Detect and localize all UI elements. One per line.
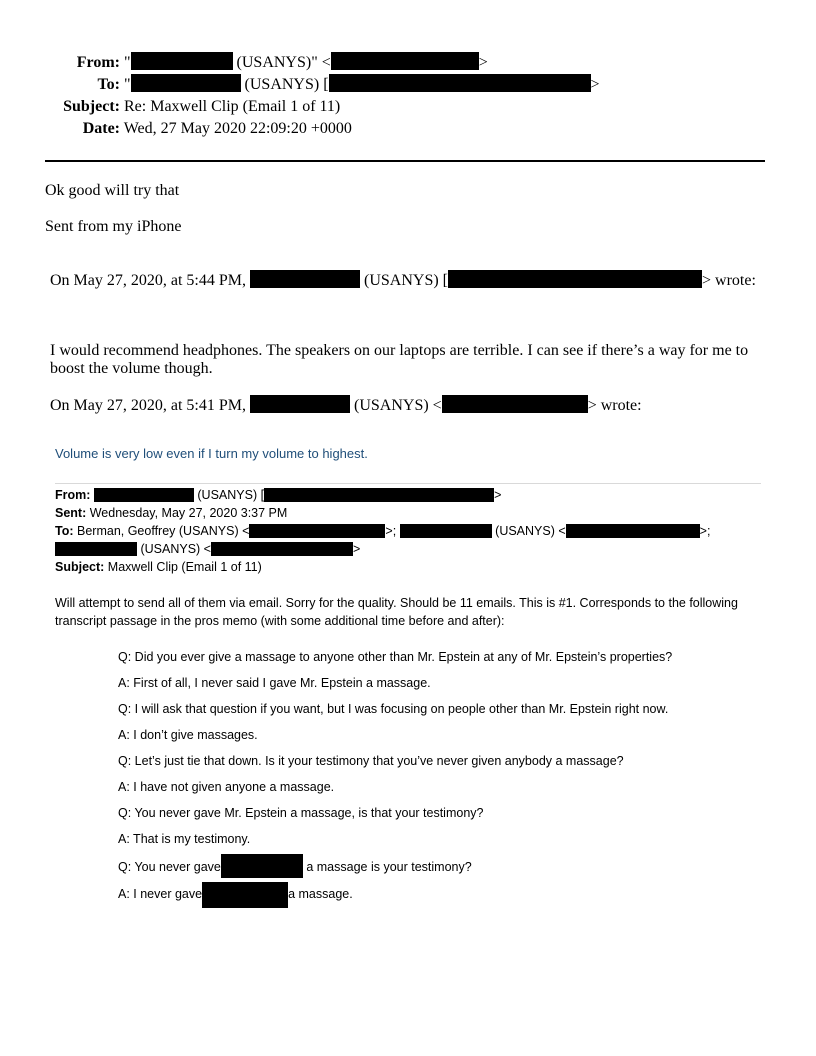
fwd-from bbox=[55, 486, 501, 504]
redaction-bar bbox=[211, 542, 353, 556]
transcript-a-tail: a massage. bbox=[288, 887, 353, 901]
fwd-to-bracket: > bbox=[353, 542, 361, 556]
redaction-bar bbox=[331, 52, 479, 70]
fwd-from-bracket: > bbox=[494, 488, 502, 502]
quote2-body: Volume is very low even if I turn my volume to highest. bbox=[55, 446, 368, 461]
fwd-subject bbox=[55, 558, 262, 576]
fwd-paragraph: Will attempt to send all of them via email. Sorry for the quality. Should be 11 emails. This is #1. Corresponds to the following transcript passage in the pros memo (with some additional time before and after): bbox=[55, 596, 738, 628]
redaction-bar bbox=[221, 854, 303, 878]
to-label: To: bbox=[97, 76, 120, 93]
redaction-bar bbox=[249, 524, 385, 538]
fwd-to-recipient: Berman, Geoffrey (USANYS) < bbox=[77, 524, 250, 538]
quote1-date: On May 27, 2020, at 5:44 PM, bbox=[50, 272, 246, 289]
redaction-bar bbox=[94, 488, 194, 502]
fwd-subject-label: Subject: bbox=[55, 560, 105, 574]
to-org: (USANYS) [ bbox=[240, 76, 329, 93]
header-to bbox=[62, 74, 600, 96]
transcript-line: A: That is my testimony. bbox=[118, 832, 251, 846]
transcript-line-redacted-q bbox=[118, 854, 472, 878]
redaction-bar bbox=[400, 524, 492, 538]
fwd-to bbox=[55, 522, 710, 540]
date-label: Date: bbox=[82, 120, 120, 137]
fwd-to-org2: (USANYS) < bbox=[140, 542, 211, 556]
from-quote: " bbox=[124, 54, 131, 71]
redaction-bar bbox=[202, 882, 288, 908]
fwd-from-org: (USANYS) [ bbox=[197, 488, 265, 502]
redaction-bar bbox=[264, 488, 494, 502]
transcript-line: Q: You never gave Mr. Epstein a massage, is that your testimony? bbox=[118, 806, 484, 820]
transcript-line: A: I have not given anyone a massage. bbox=[118, 780, 335, 794]
transcript-q-text: Q: You never gave bbox=[118, 860, 221, 874]
to-bracket: > bbox=[590, 76, 600, 93]
from-org: (USANYS)" < bbox=[232, 54, 331, 71]
from-bracket: > bbox=[478, 54, 488, 71]
transcript-q-tail: a massage is your testimony? bbox=[302, 860, 472, 874]
fwd-sent bbox=[55, 504, 287, 522]
redaction-bar bbox=[448, 270, 702, 288]
subject-value: Re: Maxwell Clip (Email 1 of 11) bbox=[124, 98, 341, 115]
fwd-to-sep2: >; bbox=[699, 524, 711, 538]
from-label: From: bbox=[76, 54, 120, 71]
fwd-to-sep: >; bbox=[385, 524, 397, 538]
transcript-a-text: A: I never gave bbox=[118, 887, 203, 901]
quote1-wrote: > wrote: bbox=[702, 272, 756, 289]
fwd-sent-label: Sent: bbox=[55, 506, 87, 520]
quote2-wrote: > wrote: bbox=[587, 397, 642, 414]
subject-label: Subject: bbox=[63, 98, 120, 115]
header-date bbox=[62, 118, 352, 140]
header-divider bbox=[45, 160, 765, 162]
forward-divider bbox=[55, 483, 761, 484]
redaction-bar bbox=[131, 52, 233, 70]
fwd-subject-value: Maxwell Clip (Email 1 of 11) bbox=[107, 560, 262, 574]
quote2-intro bbox=[50, 395, 642, 415]
signature-line: Sent from my iPhone bbox=[45, 218, 182, 235]
quote1-intro bbox=[50, 270, 756, 290]
fwd-to-org: (USANYS) < bbox=[495, 524, 566, 538]
fwd-to-label: To: bbox=[55, 524, 74, 538]
header-subject bbox=[62, 96, 340, 118]
redaction-bar bbox=[250, 395, 350, 413]
redaction-bar bbox=[329, 74, 591, 92]
transcript-line: Q: I will ask that question if you want, but I was focusing on people other than Mr. Epstein right now. bbox=[118, 702, 669, 716]
quote1-body: I would recommend headphones. The speakers on our laptops are terrible. I can see if there’s a way for me to boost the volume though. bbox=[50, 342, 749, 377]
date-value: Wed, 27 May 2020 22:09:20 +0000 bbox=[123, 120, 352, 137]
redaction-bar bbox=[131, 74, 241, 92]
redaction-bar bbox=[442, 395, 588, 413]
fwd-from-label: From: bbox=[55, 488, 91, 502]
quote1-org: (USANYS) [ bbox=[364, 272, 448, 289]
reply-line: Ok good will try that bbox=[45, 182, 180, 199]
redaction-bar bbox=[55, 542, 137, 556]
header-from bbox=[62, 52, 488, 74]
to-quote: " bbox=[124, 76, 131, 93]
fwd-to-cont bbox=[55, 540, 360, 558]
transcript-line: A: First of all, I never said I gave Mr. Epstein a massage. bbox=[118, 676, 431, 690]
quote2-date: On May 27, 2020, at 5:41 PM, bbox=[50, 397, 246, 414]
transcript-line: A: I don’t give massages. bbox=[118, 728, 258, 742]
quote2-org: (USANYS) < bbox=[354, 397, 442, 414]
transcript-line-redacted-a bbox=[118, 882, 353, 908]
transcript-line: Q: Let’s just tie that down. Is it your testimony that you’ve never given anybody a massage? bbox=[118, 754, 624, 768]
redaction-bar bbox=[250, 270, 360, 288]
fwd-sent-value: Wednesday, May 27, 2020 3:37 PM bbox=[89, 506, 288, 520]
redaction-bar bbox=[566, 524, 700, 538]
transcript-line: Q: Did you ever give a massage to anyone other than Mr. Epstein at any of Mr. Epstein’s properties? bbox=[118, 650, 673, 664]
